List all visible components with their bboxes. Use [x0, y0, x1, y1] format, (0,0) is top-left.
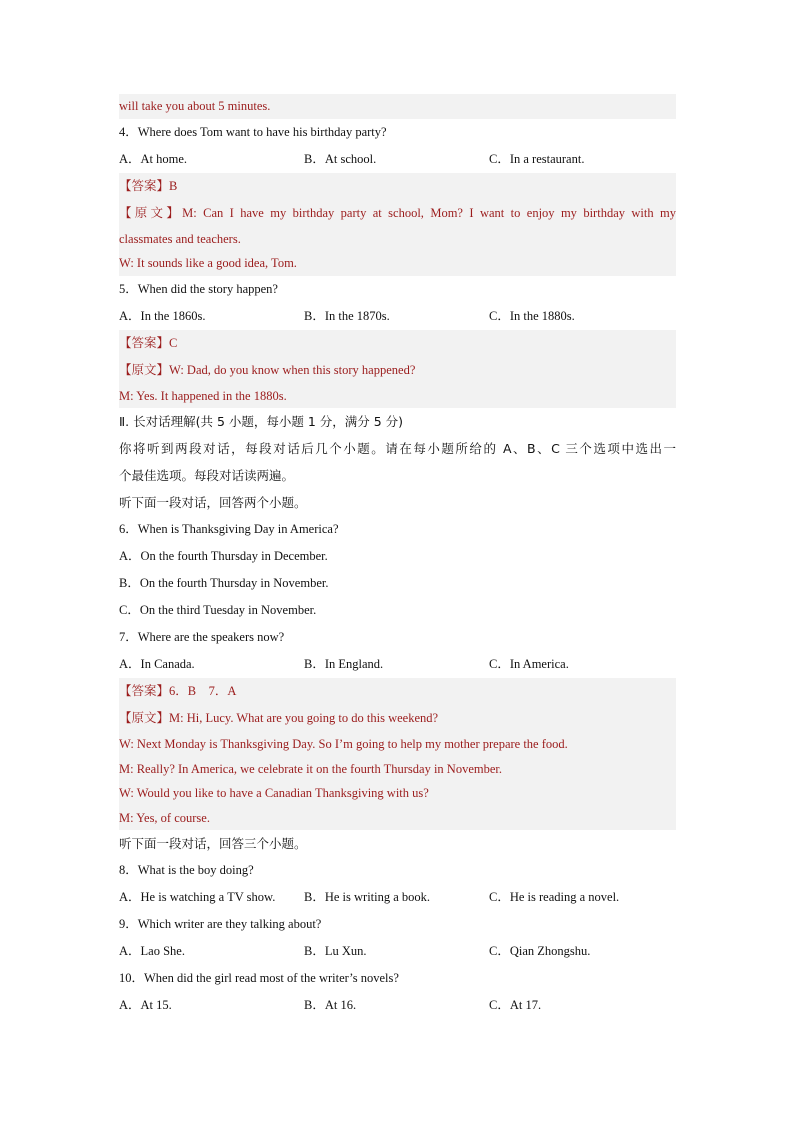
instruction-line: 听下面一段对话，回答三个小题。 — [119, 836, 307, 851]
option-a: A．In the 1860s. — [119, 308, 206, 323]
option-c: C．In the 1880s. — [489, 308, 575, 323]
option-c: C．On the third Tuesday in November. — [119, 603, 317, 617]
option-a: A．He is watching a TV show. — [119, 890, 276, 904]
question-9: 9．Which writer are they talking about? — [119, 917, 322, 931]
options-row — [119, 992, 676, 1019]
transcript-line: W: Next Monday is Thanksgiving Day. So I’m going to help my mother prepare the food. — [119, 732, 676, 757]
instruction-line: 个最佳选项。每段对话读两遍。 — [119, 468, 295, 483]
transcript-line: M: Really? In America, we celebrate it on the fourth Thursday in November. — [119, 757, 676, 782]
options-row — [119, 884, 676, 911]
transcript-line: 【原文】W: Dad, do you know when this story happened? — [119, 357, 676, 384]
answer-line: 【答案】B — [119, 173, 676, 200]
option-b: B．In the 1870s. — [304, 308, 390, 323]
transcript-line: will take you about 5 minutes. — [119, 94, 676, 119]
answer-line: 【答案】6．B 7．A — [119, 678, 676, 705]
option-a: A．On the fourth Thursday in December. — [119, 549, 328, 563]
question-6: 6．When is Thanksgiving Day in America? — [119, 522, 339, 536]
question-7: 7．Where are the speakers now? — [119, 630, 285, 644]
option-b: B．At school. — [304, 151, 377, 166]
document-page — [119, 94, 676, 1019]
options-row — [119, 303, 676, 330]
options-row — [119, 651, 676, 678]
question-10: 10．When did the girl read most of the writer’s novels? — [119, 971, 399, 985]
option-b: B．At 16. — [304, 998, 357, 1012]
transcript-line: 【原文】M: Can I have my birthday party at school, Mom? I want to enjoy my birthday with my — [119, 200, 676, 227]
transcript-line: 【原文】M: Hi, Lucy. What are you going to do this weekend? — [119, 705, 676, 732]
transcript-line: W: It sounds like a good idea, Tom. — [119, 251, 676, 276]
option-c: C．He is reading a novel. — [489, 890, 620, 904]
options-row — [119, 146, 676, 173]
answer-line: 【答案】C — [119, 330, 676, 357]
section-heading: Ⅱ. 长对话理解(共 5 小题，每小题 1 分，满分 5 分) — [119, 414, 404, 429]
transcript-line: W: Would you like to have a Canadian Thanksgiving with us? — [119, 781, 676, 806]
question-8: 8．What is the boy doing? — [119, 863, 254, 877]
option-a: A．Lao She. — [119, 944, 185, 958]
option-b: B．On the fourth Thursday in November. — [119, 576, 329, 590]
question-4: 4．Where does Tom want to have his birthday party? — [119, 124, 387, 139]
option-a: A．At 15. — [119, 998, 172, 1012]
question-5: 5．When did the story happen? — [119, 281, 278, 296]
option-b: B．In England. — [304, 657, 384, 671]
transcript-line: classmates and teachers. — [119, 227, 676, 252]
transcript-line: M: Yes. It happened in the 1880s. — [119, 384, 676, 409]
option-b: B．He is writing a book. — [304, 890, 431, 904]
option-c: C．Qian Zhongshu. — [489, 944, 591, 958]
option-c: C．In America. — [489, 657, 569, 671]
option-c: C．At 17. — [489, 998, 542, 1012]
option-a: A．In Canada. — [119, 657, 195, 671]
option-c: C．In a restaurant. — [489, 151, 585, 166]
instruction-line: 你将听到两段对话，每段对话后几个小题。请在每小题所给的 A、B、C 三个选项中选出一 — [119, 441, 676, 456]
option-b: B．Lu Xun. — [304, 944, 367, 958]
options-row — [119, 938, 676, 965]
transcript-line: M: Yes, of course. — [119, 806, 676, 831]
option-a: A．At home. — [119, 151, 188, 166]
instruction-line: 听下面一段对话，回答两个小题。 — [119, 495, 307, 510]
